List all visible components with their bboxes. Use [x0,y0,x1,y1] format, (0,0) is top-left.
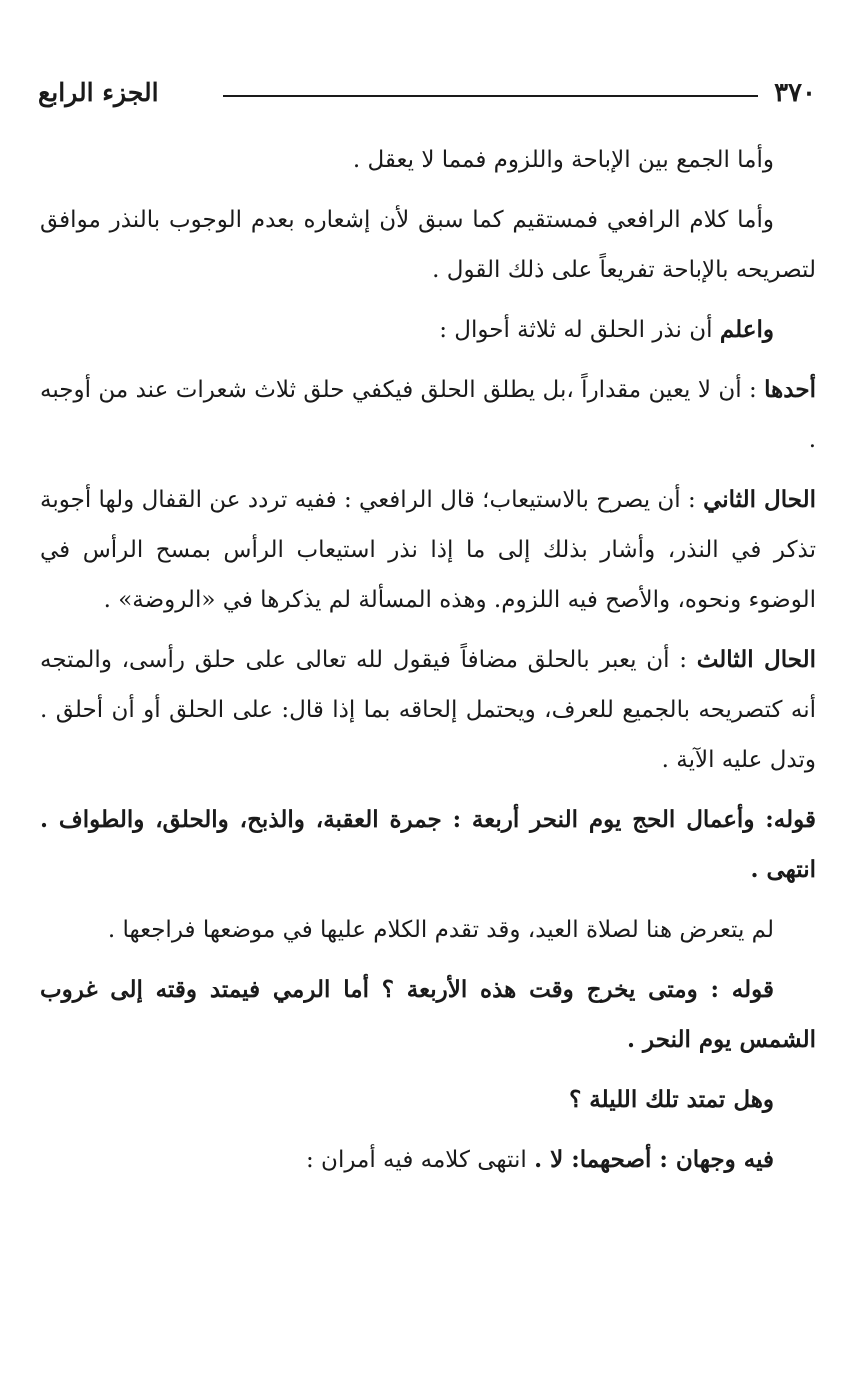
page-header [38,78,816,118]
paragraph: أحدها : أن لا يعين مقداراً ،بل يطلق الحلق فيكفي حلق ثلاث شعرات عند من أوجبه . [40,376,816,453]
paragraph: وأما كلام الرافعي فمستقيم كما سبق لأن إشعاره بعدم الوجوب بالنذر موافق لتصريحه بالإباحة تفريعاً على ذلك القول . [40,207,816,283]
quoted-passage: وهل تمتد تلك الليلة ؟ [569,1086,774,1113]
paragraph: فيه وجهان : أصحهما: لا . انتهى كلامه فيه أمران : [306,1146,774,1173]
quoted-passage: قوله : ومتى يخرج وقت هذه الأربعة ؟ أما الرمي فيمتد وقته إلى غروب الشمس يوم النحر . [40,976,816,1053]
paragraph: الحال الثالث : أن يعبر بالحلق مضافاً فيقول لله تعالى على حلق رأسى، والمتجه أنه كتصريحه بالجميع للعرف، ويحتمل إلحاقه بما إذا قال: على الحلق أو أن أحلق . وتدل عليه الآية . [40,646,817,773]
running-title: الجزء الرابع [38,78,159,107]
quoted-passage: قوله: وأعمال الحج يوم النحر أربعة : جمرة العقبة، والذبح، والحلق، والطواف . انتهى . [40,806,816,883]
paragraph-lead: واعلم [719,316,774,343]
paragraph: وأما الجمع بين الإباحة واللزوم فمما لا يعقل . [352,147,774,173]
paragraph-lead: فيه وجهان : أصحهما: لا . [534,1146,774,1173]
paragraph-lead: الحال الثالث [696,646,817,673]
paragraph-lead: أحدها [764,376,816,403]
page-number: ٣٧٠ [774,78,816,108]
header-rule [223,95,758,97]
paragraph: الحال الثاني : أن يصرح بالاستيعاب؛ قال الرافعي : ففيه تردد عن القفال ولها أجوبة تذكر في النذر، وأشار بذلك إلى ما إذا نذر استيعاب الرأس بمسح الرأس في الوضوء ونحوه، والأصح فيه اللزوم. وهذه المسألة لم يذكرها في «الروضة» . [40,486,816,613]
page-body [40,135,816,1195]
paragraph: واعلم أن نذر الحلق له ثلاثة أحوال : [439,316,774,343]
paragraph-lead: الحال الثاني [703,486,816,513]
paragraph: لم يتعرض هنا لصلاة العيد، وقد تقدم الكلام عليها في موضعها فراجعها . [107,917,774,943]
